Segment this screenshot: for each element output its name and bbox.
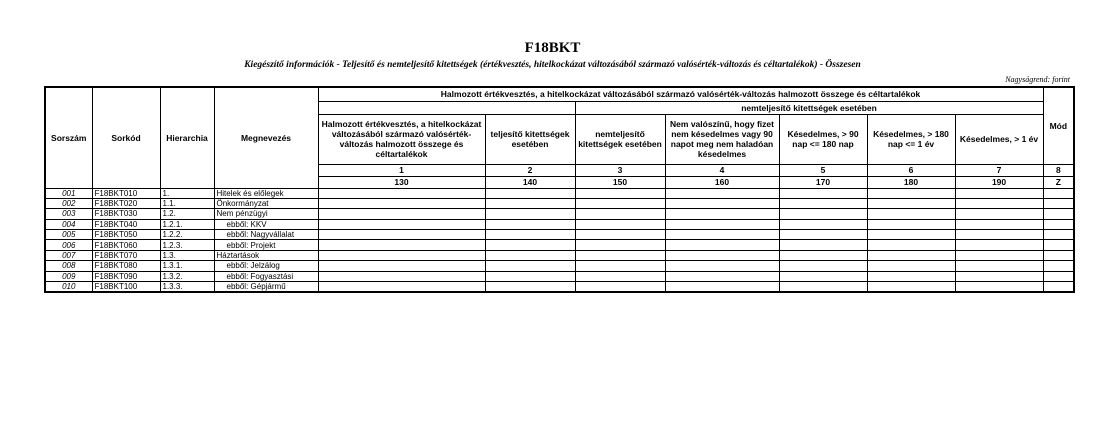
value-cell[interactable] [318,250,485,260]
table-row [45,261,1074,271]
value-cell[interactable] [1043,282,1074,293]
value-cell[interactable] [318,198,485,208]
value-cell[interactable] [485,282,575,293]
value-cell[interactable] [485,209,575,219]
value-cell[interactable] [779,240,867,250]
value-cell[interactable] [575,282,665,293]
value-cell[interactable] [955,261,1043,271]
value-cell[interactable] [665,198,779,208]
row-hierarchia: 1.3.2. [160,271,214,281]
value-cell[interactable] [318,282,485,293]
col-number-3: 3 [575,164,665,176]
value-cell[interactable] [318,219,485,229]
value-cell[interactable] [575,209,665,219]
table-row [45,271,1074,281]
value-cell[interactable] [867,219,955,229]
row-hierarchia: 1.2.1. [160,219,214,229]
row-sorszam: 001 [45,188,92,198]
value-cell[interactable] [575,188,665,198]
row-hierarchia: 1.3.3. [160,282,214,293]
row-sorszam: 008 [45,261,92,271]
value-cell[interactable] [485,240,575,250]
form-subtitle: Kiegészítő információk - Teljesítő és nemteljesítő kitettségek (értékvesztés, hitelkockázat változásából származó valósérték-változás és céltartalékok) - Összesen [244,60,861,70]
col-number-6: 6 [867,164,955,176]
value-cell[interactable] [867,240,955,250]
row-sorszam: 006 [45,240,92,250]
row-hierarchia: 1.3. [160,250,214,260]
table-row [45,188,1074,198]
value-cell[interactable] [318,230,485,240]
col-number-1: 1 [318,164,485,176]
col-header-2: teljesítő kitettségek esetében [485,114,575,164]
col-code-3: 150 [575,176,665,188]
value-cell[interactable] [779,282,867,293]
col-header-3: nemteljesítő kitettségek esetében [575,114,665,164]
value-cell[interactable] [955,209,1043,219]
value-cell[interactable] [575,271,665,281]
group-header-sub: nemteljesítő kitettségek esetében [575,101,1043,114]
value-cell[interactable] [779,198,867,208]
row-sorszam: 003 [45,209,92,219]
group-header-blank [318,101,575,114]
value-cell[interactable] [1043,230,1074,240]
row-sorszam: 010 [45,282,92,293]
value-cell[interactable] [318,188,485,198]
col-code-5: 170 [779,176,867,188]
col-code-mod: Z [1043,176,1074,188]
value-cell[interactable] [665,219,779,229]
value-cell[interactable] [318,240,485,250]
value-cell[interactable] [485,271,575,281]
col-header-mod: Mód [1043,87,1074,164]
row-sorkod: F18BKT020 [92,198,160,208]
row-megnevezes: ebből: Jelzálog [214,261,318,271]
row-sorszam: 009 [45,271,92,281]
value-cell[interactable] [867,230,955,240]
value-cell[interactable] [575,230,665,240]
col-code-6: 180 [867,176,955,188]
value-cell[interactable] [665,250,779,260]
row-hierarchia: 1.3.1. [160,261,214,271]
value-cell[interactable] [318,261,485,271]
row-hierarchia: 1. [160,188,214,198]
row-hierarchia: 1.2. [160,209,214,219]
row-sorkod: F18BKT060 [92,240,160,250]
value-cell[interactable] [779,188,867,198]
value-cell[interactable] [575,250,665,260]
value-cell[interactable] [779,271,867,281]
col-header-5: Késedelmes, > 90 nap <= 180 nap [779,114,867,164]
value-cell[interactable] [575,240,665,250]
row-sorkod: F18BKT090 [92,271,160,281]
table-row [45,240,1074,250]
value-cell[interactable] [867,271,955,281]
value-cell[interactable] [485,261,575,271]
value-cell[interactable] [955,271,1043,281]
row-megnevezes: ebből: Fogyasztási [214,271,318,281]
value-cell[interactable] [575,261,665,271]
value-cell[interactable] [955,188,1043,198]
col-header-1: Halmozott értékvesztés, a hitelkockázat változásából származó valósérték-változás halmozott összege és céltartalékok [318,114,485,164]
col-code-7: 190 [955,176,1043,188]
value-cell[interactable] [665,188,779,198]
row-sorkod: F18BKT030 [92,209,160,219]
table-row [45,219,1074,229]
table-row [45,209,1074,219]
value-cell[interactable] [955,198,1043,208]
value-cell[interactable] [779,219,867,229]
row-megnevezes: Nem pénzügyi [214,209,318,219]
row-sorszam: 004 [45,219,92,229]
table-row [45,250,1074,260]
value-cell[interactable] [955,230,1043,240]
row-sorszam: 007 [45,250,92,260]
col-number-4: 4 [665,164,779,176]
col-code-4: 160 [665,176,779,188]
row-hierarchia: 1.2.3. [160,240,214,250]
value-cell[interactable] [1043,198,1074,208]
table-row [45,282,1074,293]
row-sorkod: F18BKT070 [92,250,160,260]
value-cell[interactable] [665,230,779,240]
value-cell[interactable] [867,261,955,271]
value-cell[interactable] [779,209,867,219]
value-cell[interactable] [665,282,779,293]
row-sorkod: F18BKT040 [92,219,160,229]
row-hierarchia: 1.1. [160,198,214,208]
value-cell[interactable] [1043,209,1074,219]
row-megnevezes: Háztartások [214,250,318,260]
value-cell[interactable] [867,198,955,208]
row-megnevezes: ebből: KKV [214,219,318,229]
value-cell[interactable] [485,250,575,260]
value-cell[interactable] [665,240,779,250]
col-header-7: Késedelmes, > 1 év [955,114,1043,164]
col-header-sorkod: Sorkód [92,87,160,188]
value-cell[interactable] [1043,271,1074,281]
row-sorkod: F18BKT010 [92,188,160,198]
value-cell[interactable] [665,261,779,271]
group-header-main: Halmozott értékvesztés, a hitelkockázat változásából származó valósérték-változás halmozott összege és céltartalékok [318,87,1043,101]
col-number-2: 2 [485,164,575,176]
col-number-7: 7 [955,164,1043,176]
col-header-megnevezes: Megnevezés [214,87,318,188]
row-megnevezes: Önkormányzat [214,198,318,208]
value-cell[interactable] [485,188,575,198]
col-header-4: Nem valószínű, hogy fizet nem késedelmes vagy 90 napot meg nem haladóan késedelmes [665,114,779,164]
col-header-hierarchia: Hierarchia [160,87,214,188]
value-cell[interactable] [779,230,867,240]
table-row [45,230,1074,240]
value-cell[interactable] [485,219,575,229]
value-cell[interactable] [575,198,665,208]
value-cell[interactable] [779,250,867,260]
col-code-1: 130 [318,176,485,188]
col-number-5: 5 [779,164,867,176]
value-cell[interactable] [867,282,955,293]
value-cell[interactable] [318,209,485,219]
value-cell[interactable] [1043,240,1074,250]
value-cell[interactable] [1043,188,1074,198]
row-sorszam: 005 [45,230,92,240]
row-megnevezes: ebből: Gépjármű [214,282,318,293]
row-hierarchia: 1.2.2. [160,230,214,240]
value-cell[interactable] [955,250,1043,260]
row-megnevezes: ebből: Projekt [214,240,318,250]
row-sorkod: F18BKT080 [92,261,160,271]
value-cell[interactable] [867,188,955,198]
row-megnevezes: Hitelek és előlegek [214,188,318,198]
value-cell[interactable] [1043,261,1074,271]
value-cell[interactable] [485,230,575,240]
col-number-mod: 8 [1043,164,1074,176]
value-cell[interactable] [485,198,575,208]
value-cell[interactable] [955,219,1043,229]
value-cell[interactable] [575,219,665,229]
value-cell[interactable] [955,282,1043,293]
col-header-sorszam: Sorszám [45,87,92,188]
value-cell[interactable] [318,271,485,281]
col-code-2: 140 [485,176,575,188]
col-header-6: Késedelmes, > 180 nap <= 1 év [867,114,955,164]
value-cell[interactable] [1043,219,1074,229]
row-sorszam: 002 [45,198,92,208]
table-row [45,198,1074,208]
value-cell[interactable] [665,209,779,219]
row-megnevezes: ebből: Nagyvállalat [214,230,318,240]
form-code-title: F18BKT [524,40,581,56]
value-cell[interactable] [867,250,955,260]
report-table [44,86,1075,293]
value-cell[interactable] [665,271,779,281]
value-cell[interactable] [867,209,955,219]
value-cell[interactable] [955,240,1043,250]
value-cell[interactable] [779,261,867,271]
row-sorkod: F18BKT100 [92,282,160,293]
row-sorkod: F18BKT050 [92,230,160,240]
unit-label: Nagyságrend: forint [1005,75,1070,84]
value-cell[interactable] [1043,250,1074,260]
